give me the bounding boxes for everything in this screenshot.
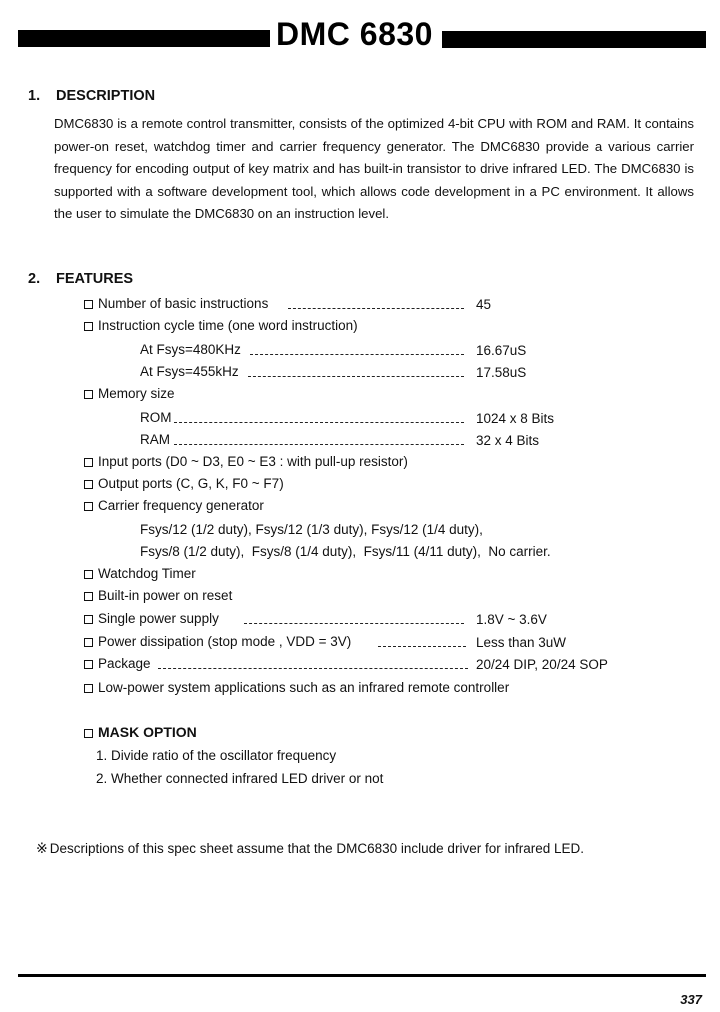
leader-dots bbox=[378, 646, 466, 647]
checkbox-icon bbox=[84, 390, 93, 399]
checkbox-icon bbox=[84, 684, 93, 693]
feature-label: Low-power system applications such as an infrared remote controller bbox=[98, 680, 510, 695]
feature-fsys-455-label: At Fsys=455kHz bbox=[140, 364, 239, 379]
mask-option-heading bbox=[84, 724, 197, 740]
feature-power-dissipation bbox=[84, 634, 351, 649]
feature-label: Output ports (C, G, K, F0 ~ F7) bbox=[98, 476, 284, 491]
feature-label: Memory size bbox=[98, 386, 175, 401]
feature-label: Power dissipation (stop mode , VDD = 3V) bbox=[98, 634, 352, 649]
checkbox-icon bbox=[84, 322, 93, 331]
feature-package bbox=[84, 656, 151, 671]
feature-label: Package bbox=[98, 656, 151, 671]
feature-ram-label: RAM bbox=[140, 432, 170, 447]
section-number: 1. bbox=[28, 88, 41, 104]
checkbox-icon bbox=[84, 570, 93, 579]
checkbox-icon bbox=[84, 729, 93, 738]
section-title: DESCRIPTION bbox=[56, 88, 156, 104]
feature-value: 20/24 DIP, 20/24 SOP bbox=[476, 657, 608, 672]
page-title: DMC 6830 bbox=[276, 16, 433, 52]
feature-watchdog bbox=[84, 566, 196, 581]
feature-label: Input ports (D0 ~ D3, E0 ~ E3 : with pull-up resistor) bbox=[98, 454, 408, 469]
feature-fsys-480-label: At Fsys=480KHz bbox=[140, 342, 241, 357]
spec-note bbox=[36, 840, 584, 857]
mask-option-title: MASK OPTION bbox=[98, 724, 197, 740]
checkbox-icon bbox=[84, 458, 93, 467]
feature-input-ports bbox=[84, 454, 408, 469]
section-title: FEATURES bbox=[56, 271, 134, 287]
feature-label: Single power supply bbox=[98, 611, 219, 626]
feature-rom-label: ROM bbox=[140, 410, 172, 425]
leader-dots bbox=[174, 422, 464, 423]
title-rule-right bbox=[442, 31, 706, 48]
section-number: 2. bbox=[28, 271, 41, 287]
mask-option-item: 2. Whether connected infrared LED driver or not bbox=[96, 771, 384, 786]
feature-value: 1024 x 8 Bits bbox=[476, 411, 555, 426]
checkbox-icon bbox=[84, 615, 93, 624]
feature-value: 1.8V ~ 3.6V bbox=[476, 612, 547, 627]
feature-carrier bbox=[84, 498, 264, 513]
feature-value: 17.58uS bbox=[476, 365, 527, 380]
feature-label: Carrier frequency generator bbox=[98, 498, 264, 513]
leader-dots bbox=[158, 668, 468, 669]
checkbox-icon bbox=[84, 660, 93, 669]
feature-label: Watchdog Timer bbox=[98, 566, 196, 581]
reference-mark-icon: ※ bbox=[36, 840, 48, 856]
leader-dots bbox=[288, 308, 464, 309]
feature-low-power bbox=[84, 680, 509, 695]
feature-reset bbox=[84, 588, 232, 603]
checkbox-icon bbox=[84, 480, 93, 489]
feature-value: Less than 3uW bbox=[476, 635, 567, 650]
mask-option-item: 1. Divide ratio of the oscillator frequency bbox=[96, 748, 337, 763]
checkbox-icon bbox=[84, 638, 93, 647]
feature-label: Number of basic instructions bbox=[98, 296, 269, 311]
title-rule-left bbox=[18, 30, 270, 47]
footer-rule bbox=[18, 974, 706, 977]
feature-value: 45 bbox=[476, 297, 492, 312]
carrier-options-line-1: Fsys/12 (1/2 duty), Fsys/12 (1/3 duty), Fsys/12 (1/4 duty), bbox=[140, 522, 483, 537]
feature-value: 16.67uS bbox=[476, 343, 527, 358]
checkbox-icon bbox=[84, 502, 93, 511]
checkbox-icon bbox=[84, 300, 93, 309]
feature-basic-instructions bbox=[84, 296, 268, 311]
leader-dots bbox=[248, 376, 464, 377]
feature-output-ports bbox=[84, 476, 284, 491]
title-bar bbox=[18, 18, 706, 52]
leader-dots bbox=[250, 354, 464, 355]
page-number: 337 bbox=[680, 992, 702, 1007]
feature-value: 32 x 4 Bits bbox=[476, 433, 540, 448]
description-text: DMC6830 is a remote control transmitter, consists of the optimized 4-bit CPU with ROM and RAM. It contains power-on reset, watchdog timer and carrier frequency generator. The DMC6830 provide a various carrier frequency for encoding output of key matrix and has built-in transistor to drive infrared LED. The DMC6830 is supported with a software development tool, which allows code development in a PC environment. It allows the user to simulate the DMC6830 on an instruction level. bbox=[54, 116, 694, 221]
feature-label: Built-in power on reset bbox=[98, 588, 233, 603]
feature-power-supply bbox=[84, 611, 219, 626]
note-text: Descriptions of this spec sheet assume that the DMC6830 include driver for infrared LED. bbox=[49, 841, 584, 856]
feature-memory bbox=[84, 386, 175, 401]
carrier-options-line-2: Fsys/8 (1/2 duty), Fsys/8 (1/4 duty), Fsys/11 (4/11 duty), No carrier. bbox=[140, 544, 551, 559]
leader-dots bbox=[244, 623, 464, 624]
checkbox-icon bbox=[84, 592, 93, 601]
leader-dots bbox=[174, 444, 464, 445]
feature-cycle-time bbox=[84, 318, 358, 333]
feature-label: Instruction cycle time (one word instruction) bbox=[98, 318, 358, 333]
